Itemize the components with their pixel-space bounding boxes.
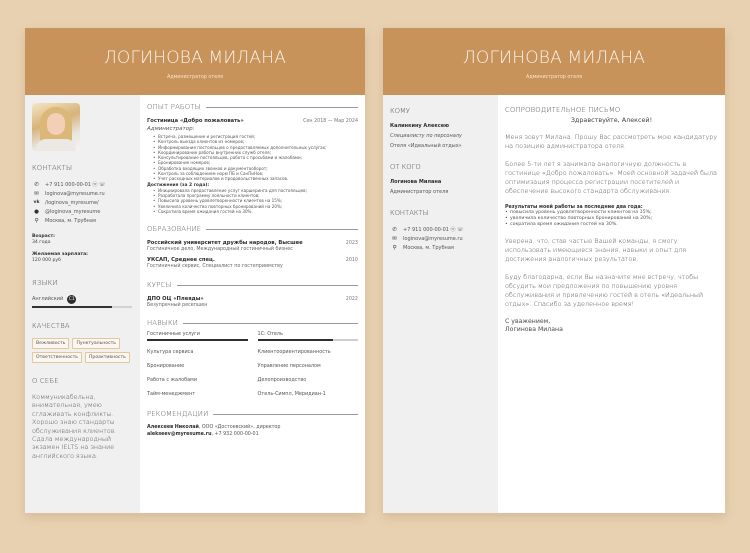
email-icon: ✉ — [392, 235, 397, 242]
letter-contacts-heading: КОНТАКТЫ — [390, 209, 429, 217]
letter-header — [383, 28, 725, 95]
experience-heading: ОПЫТ РАБОТЫ — [147, 103, 358, 111]
resume-sidebar — [25, 95, 140, 513]
email-icon: ✉ — [34, 190, 39, 197]
skill-item: Гостиничные услуги — [147, 330, 248, 345]
skill-item: Делопроизводство — [257, 377, 307, 384]
job-dates: Сен 2018 — Мар 2024 — [303, 119, 358, 124]
duties-list: • Встреча, размещение и регистрация гостей; • Контроль выезда клиентов из номеров; • Информирование постояльцев о предоставляемых дополнительных услугах; • Координирование работы внутренних служб отеля; • Консультирование постояльцев, работа с просьбами и жалобами; • Бронирование номеров; • Обработка входящих звонков и документооборот; • Контроль за соблюдением норм ПБ и СанПиНов; • Учет расходных материалов и продовольственных запасов. — [153, 134, 358, 182]
contact-email[interactable]: ✉ loginova@myresume.ru — [390, 234, 491, 243]
letter-signoff: С уважением, — [505, 318, 551, 325]
phone-icon: ✆ — [392, 226, 397, 233]
contact-vk[interactable]: vk /loginova_myresume/ — [33, 199, 99, 206]
skills-right-column — [258, 330, 359, 401]
about-heading: О СЕБЕ — [32, 376, 59, 385]
letter-paragraph: Меня зовут Милана. Прошу Вас рассмотреть мою кандидатуру на позицию администратора отеля. — [505, 133, 718, 150]
recipient-org: Отеля «Идеальный отдых» — [390, 143, 462, 149]
resume-role: Администратор отеля — [167, 75, 223, 80]
language-english: Английский C1 — [32, 296, 75, 303]
contact-email[interactable]: ✉ loginova@myresume.ru — [32, 189, 133, 198]
contact-location: ⚲ Москва, м. Трубная — [390, 243, 491, 252]
skills-grid — [147, 330, 358, 401]
about-text: Коммуникабельна, внимательная, умею сглаживать конфликты. Хорошо знаю стандарты обслуживания клиентов. Сдала международный экзамен IELTS на знание английского языка. — [32, 392, 117, 460]
contact-phone: ✆ +7 911 000-00-01 ⓦ ☏ — [32, 180, 133, 189]
cover-letter-page — [383, 28, 725, 513]
skill-item: 1С: Отель — [258, 330, 359, 345]
recipient-name: Калинкину Алексею — [390, 123, 449, 129]
sender-position: Администратор отеля — [390, 189, 449, 195]
course-item: ДПО ОЦ «Плеяды» 2022 Безупречный ресепшен — [147, 296, 358, 309]
recipient-position: Специалисту по персоналу — [390, 133, 462, 139]
results-heading: Результаты моей работы за последние два года: — [505, 205, 643, 210]
letter-greeting: Здравствуйте, Алексей! — [570, 116, 653, 124]
achievements-list: • Инициировала предоставление услуг каршеринга для постояльцев; • Разработала программу лояльности клиентов; • Повысила уровень удовлетворенности клиентов на 15%; • Увеличила количество повторных бронирований на 20%; • Сократила время ожидания гостей на 30%. — [153, 188, 358, 214]
resume-name: ЛОГИНОВА МИЛАНА — [103, 48, 287, 68]
resume-header — [25, 28, 365, 95]
language-level-bar — [32, 306, 132, 308]
qualities-tags — [32, 338, 136, 363]
courses-heading: КУРСЫ — [147, 281, 358, 289]
to-heading: КОМУ — [390, 107, 410, 115]
language-level-badge: C1 — [68, 296, 75, 302]
resume-page — [25, 28, 365, 513]
quality-tag: Ответственность — [32, 352, 82, 363]
recommendation-item: Алексеев Николай, ООО «Достоевский», директор alekseev@myresume.ru, +7 932 000-00-01 — [147, 425, 281, 437]
salary-field: Желаемая зарплата: 120 000 руб — [32, 251, 89, 263]
contact-phone: ✆ +7 911 000-00-01 ⓦ ☏ — [390, 225, 491, 234]
experience-item — [147, 118, 358, 214]
contact-location: ⚲ Москва, м. Трубная — [32, 217, 133, 226]
letter-paragraph: Уверена, что, став частью Вашей команды, я смогу использовать имеющиеся знания, навыки и опыт для достижения аналогичных результатов. — [505, 237, 687, 263]
qualities-heading: КАЧЕСТВА — [32, 321, 70, 330]
letter-contacts-list — [390, 225, 491, 253]
location-icon: ⚲ — [392, 244, 397, 251]
skill-item: Управление персоналом — [257, 363, 321, 370]
contact-telegram[interactable]: ● @loginova_myresume — [32, 208, 133, 217]
skill-item: Отель-Симпл, Меридиан-1 — [257, 391, 326, 398]
sender-name: Логинова Милана — [390, 179, 442, 185]
quality-tag: Пунктуальность — [72, 338, 120, 349]
contacts-heading: КОНТАКТЫ — [32, 164, 73, 172]
quality-tag: Вежливость — [32, 338, 69, 349]
letter-name: ЛОГИНОВА МИЛАНА — [462, 48, 646, 68]
letter-title: СОПРОВОДИТЕЛЬНОЕ ПИСЬМО — [505, 106, 621, 114]
company-name: Гостиница «Добро пожаловать» — [147, 118, 244, 124]
vk-icon: vk — [33, 200, 40, 206]
results-list: • повысила уровень удовлетворенности клиентов на 15%; • увеличила количество повторных бронирований на 20%; • сократила время ожидания гостей на 30%. — [505, 210, 718, 228]
skill-level-bar — [147, 339, 248, 340]
letter-role: Администратор отеля — [526, 75, 582, 80]
skill-level-bar — [258, 339, 359, 340]
skills-left-column — [147, 330, 248, 401]
age-field: Возраст: 34 года — [32, 233, 55, 245]
quality-tag: Проактивность — [85, 352, 130, 363]
letter-main — [498, 95, 725, 513]
recommendation-email[interactable]: alekseev@myresume.ru — [147, 431, 212, 437]
job-position: Администратор: — [147, 126, 195, 132]
skills-heading: НАВЫКИ — [147, 319, 358, 327]
education-heading: ОБРАЗОВАНИЕ — [147, 225, 358, 233]
skill-item: Работа с жалобами — [147, 377, 198, 384]
skill-item: Тайм-менеджмент — [147, 391, 196, 398]
contacts-list — [32, 180, 133, 226]
education-item: УКСАП, Среднее спец. 2010 Гостиничный сервис, Специалист по гостеприимству — [147, 257, 358, 270]
skill-item: Бронирование — [147, 363, 185, 370]
profile-photo — [32, 103, 80, 151]
letter-sidebar — [383, 95, 498, 513]
skill-item: Клиентоориентированность — [257, 349, 331, 356]
education-item: Российский университет дружбы народов, Высшее 2023 Гостиничное дело, Международный гостиничный бизнес — [147, 240, 358, 253]
resume-main — [140, 95, 365, 513]
languages-heading: ЯЗЫКИ — [32, 278, 58, 287]
telegram-icon: ● — [34, 209, 39, 216]
from-heading: ОТ КОГО — [390, 163, 421, 171]
letter-signature: Логинова Милана — [505, 326, 563, 334]
achievements-heading: Достижения (за 2 года): — [147, 182, 210, 188]
letter-paragraph: Более 5-ти лет я занимала аналогичную должность в гостинице «Добро пожаловать». Моей основной задачей была оптимизация процесса регистрации посетителей и обеспечение высокого стандарта обслуживания. — [505, 160, 717, 195]
skill-item: Культура сервиса — [147, 349, 194, 356]
recommendations-heading: РЕКОМЕНДАЦИИ — [147, 410, 358, 418]
location-icon: ⚲ — [34, 218, 39, 225]
letter-paragraph: Буду благодарна, если Вы назначите мне встречу, чтобы обсудить мои предложения по повышению уровня обслуживания и привлечению гостей в отель «Идеальный отдых». Спасибо за уделенное время! — [505, 273, 704, 308]
phone-icon: ✆ — [34, 181, 39, 188]
